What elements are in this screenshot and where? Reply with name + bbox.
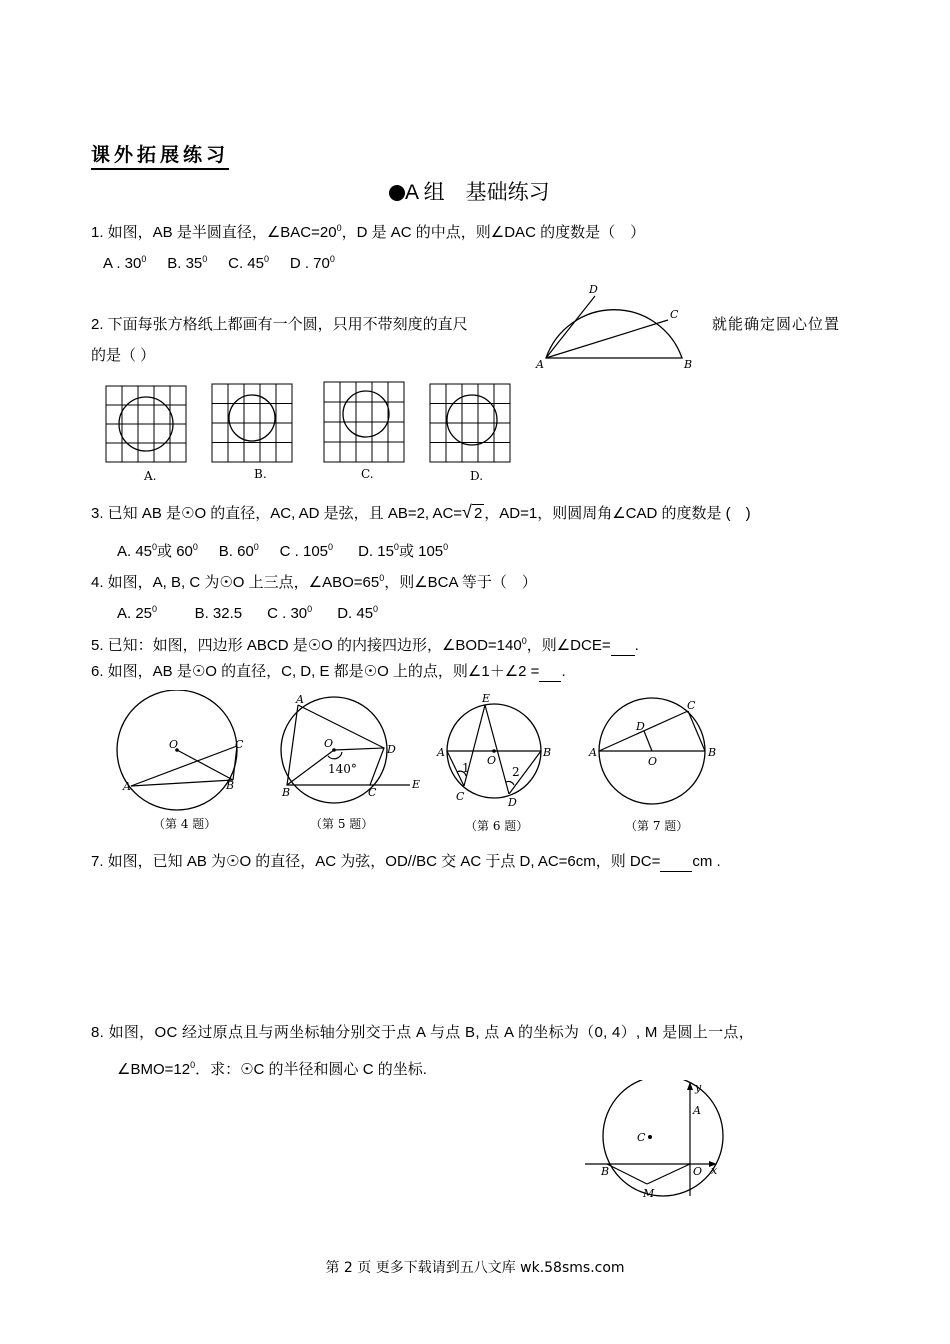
answer-blank[interactable] [660, 855, 692, 872]
question-2-cont: 就能确定圆心位置 [712, 316, 841, 333]
svg-text:140°: 140° [328, 762, 357, 776]
svg-text:A: A [437, 746, 445, 759]
q1-semicircle-figure [534, 280, 704, 372]
svg-text:C: C [637, 1131, 646, 1144]
svg-text:（第 5 题）: （第 5 题） [310, 817, 374, 831]
svg-text:B.: B. [254, 467, 267, 481]
svg-text:B: B [543, 746, 552, 759]
svg-text:A: A [693, 1104, 701, 1117]
question-1: 1. 如图，AB 是半圆直径，$\angle BAC=20^0$，D 是 AC 的中点，则∠DAC 的度数是（ ） [91, 223, 646, 241]
figure-6 [436, 692, 551, 833]
question-1-options: A . $30^0$ B. $35^0$ C. $45^0$ D . $70^0$ [103, 254, 335, 272]
svg-text:E: E [412, 778, 421, 791]
svg-text:A: A [536, 358, 544, 371]
figure-7 [588, 698, 716, 833]
svg-text:D: D [387, 743, 396, 756]
question-4: 4. 如图，A, B, C 为☉O 上三点，$\angle ABO=65^0$，则∠BCA 等于（ ） [91, 573, 537, 591]
question-3-options: A. $45^0$或 $60^0$ B. $60^0$ C . $105^0$ D. $15^0$或 $105^0$ [117, 542, 449, 560]
svg-text:（第 7 题）: （第 7 题） [625, 819, 689, 833]
svg-text:A: A [296, 693, 304, 706]
svg-text:D: D [589, 283, 598, 296]
answer-blank[interactable] [539, 665, 561, 682]
svg-text:O: O [324, 737, 334, 750]
q2-grid-figures [100, 378, 520, 490]
svg-text:B: B [282, 786, 291, 799]
svg-text:C: C [456, 790, 465, 803]
group-title [389, 176, 550, 206]
svg-text:E: E [482, 692, 491, 705]
svg-text:D.: D. [470, 469, 484, 483]
svg-text:D: D [508, 796, 517, 809]
svg-text:C: C [235, 738, 244, 751]
svg-text:D: D [636, 720, 645, 733]
question-2-end: 的是（ ） [91, 347, 156, 364]
svg-text:x: x [711, 1164, 718, 1177]
grid-d [430, 384, 510, 462]
question-4-options: A. $25^0$ B. 32.5 C . $30^0$ D. $45^0$ [117, 604, 379, 622]
svg-text:B: B [708, 746, 717, 759]
figures-row [110, 690, 730, 840]
svg-text:O: O [648, 755, 658, 768]
grid-c [324, 382, 404, 462]
group-title-text: A 组 基础练习 [405, 181, 550, 204]
q8-coordinate-figure [585, 1080, 735, 1202]
question-8-cont: $\angle BMO=12^0$．求：☉C 的半径和圆心 C 的坐标. [117, 1060, 427, 1078]
section-title: 课外拓展练习 [91, 140, 229, 170]
svg-text:B: B [601, 1165, 610, 1178]
question-8: 8. 如图，OC 经过原点且与两坐标轴分别交于点 A 与点 B, 点 A 的坐标为（0, 4）, M 是圆上一点， [91, 1024, 754, 1041]
svg-text:B: B [226, 779, 235, 792]
question-5: 5. 已知：如图，四边形 ABCD 是☉O 的内接四边形，$\angle BOD=140^0$，则∠DCE= . [91, 636, 639, 654]
svg-text:（第 6 题）: （第 6 题） [465, 819, 529, 833]
svg-text:C: C [670, 308, 679, 321]
svg-text:O: O [169, 738, 179, 751]
svg-text:A.: A. [144, 469, 157, 483]
svg-text:O: O [693, 1165, 703, 1178]
svg-text:M: M [643, 1187, 655, 1200]
svg-text:B: B [684, 358, 693, 371]
answer-blank[interactable] [611, 639, 635, 656]
figure-4 [117, 690, 244, 831]
bullet-icon [389, 185, 405, 201]
figure-5 [281, 693, 420, 831]
svg-text:O: O [487, 754, 497, 767]
svg-text:C.: C. [361, 467, 374, 481]
question-7: 7. 如图，已知 AB 为☉O 的直径，AC 为弦，OD//BC 交 AC 于点 D, AC=6cm，则 DC= cm . [91, 853, 721, 870]
question-2: 2. 下面每张方格纸上都画有一个圆，只用不带刻度的直尺 [91, 316, 468, 333]
question-3: 3. 已知 AB 是☉O 的直径，AC, AD 是弦，且 AB=2, AC=√ 2 ，AD=1，则圆周角∠CAD 的度数是 ( ) [91, 502, 751, 522]
grid-b [212, 384, 292, 462]
sqrt-symbol: √ [462, 502, 472, 522]
svg-text:A: A [589, 746, 597, 759]
svg-text:（第 4 题）: （第 4 题） [153, 817, 217, 831]
question-6: 6. 如图，AB 是☉O 的直径，C, D, E 都是☉O 上的点，则∠1＋∠2 = . [91, 663, 566, 680]
svg-text:A: A [123, 780, 131, 793]
svg-text:1: 1 [462, 761, 470, 775]
svg-text:C: C [687, 699, 696, 712]
grid-a [106, 386, 186, 462]
svg-text:C: C [368, 786, 377, 799]
svg-text:y: y [695, 1081, 702, 1094]
svg-text:2: 2 [512, 765, 520, 779]
page-footer: 第 2 页 更多下载请到五八文库 wk.58sms.com [325, 1260, 625, 1276]
